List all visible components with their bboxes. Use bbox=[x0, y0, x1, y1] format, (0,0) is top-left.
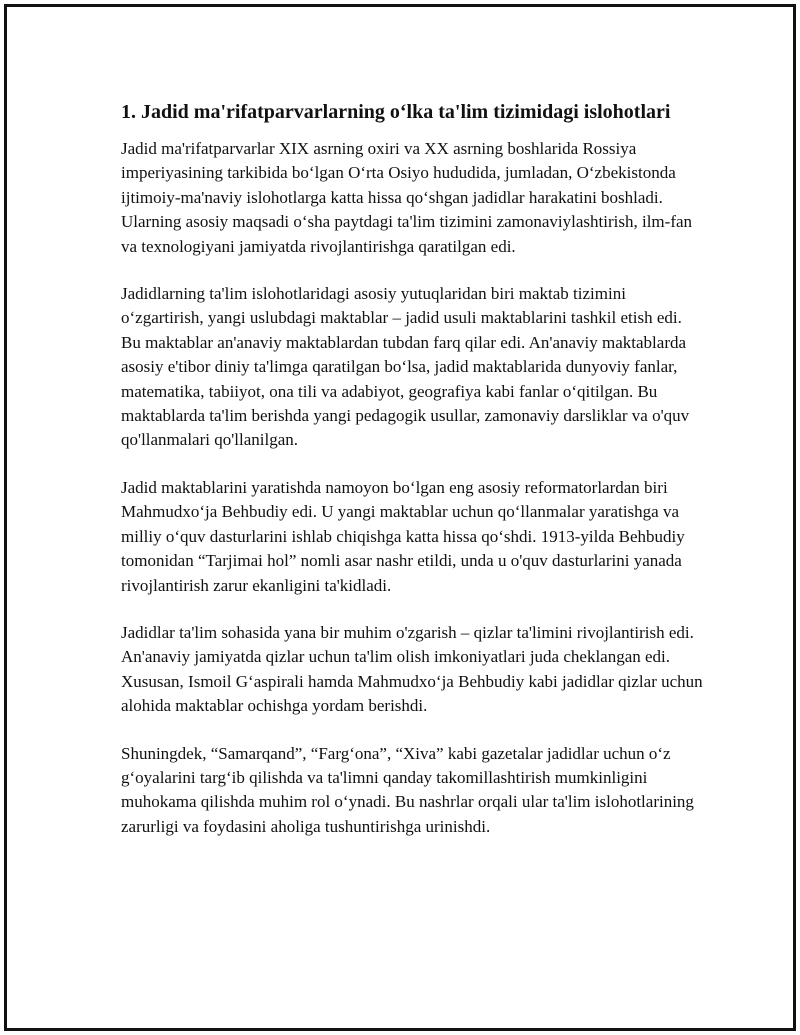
page-frame bbox=[4, 4, 796, 1031]
document-title: 1. Jadid ma'rifatparvarlarning o‘lka ta'lim tizimidagi islohotlari bbox=[121, 101, 671, 123]
paragraph-4: Jadidlar ta'lim sohasida yana bir muhim o'zgarish – qizlar ta'limini rivojlantirish edi. An'anaviy jamiyatda qizlar uchun ta'lim olish imkoniyatlari juda cheklangan edi. Xususan, Ismoil G‘aspirali hamda Mahmudxo‘ja Behbudiy kabi jadidlar qizlar uchun alohida maktablar ochishga yordam berishdi. bbox=[121, 622, 703, 716]
paragraph-2: Jadidlarning ta'lim islohotlaridagi asosiy yutuqlaridan biri maktab tizimini o‘zgartirish, yangi uslubdagi maktablar – jadid usuli maktablarini tashkil etish edi. Bu maktablar an'anaviy maktablardan tubdan farq qilar edi. An'anaviy maktablarda asosiy e'tibor diniy ta'limga qaratilgan bo‘lsa, jadid maktablarida dunyoviy fanlar, matematika, tabiiyot, ona tili va adabiyot, geografiya kabi fanlar o‘qitilgan. Bu maktablarda ta'lim berishda yangi pedagogik usullar, zamonaviy darsliklar va o'quv qo'llanmalari qo'llanilgan. bbox=[121, 284, 690, 450]
document-body bbox=[121, 99, 703, 862]
paragraph-1: Jadid ma'rifatparvarlar XIX asrning oxiri va XX asrning boshlarida Rossiya imperiyasining tarkibida bo‘lgan O‘rta Osiyo hududida, jumladan, O‘zbekistonda ijtimoiy-ma'naviy islohotlarga katta hissa qo‘shgan jadidlar harakatini boshladi. Ularning asosiy maqsadi o‘sha paytdagi ta'lim tizimini zamonaviylashtirish, ilm-fan va texnologiyani jamiyatda rivojlantirishga qaratilgan edi. bbox=[121, 139, 693, 256]
paragraph-3: Jadid maktablarini yaratishda namoyon bo‘lgan eng asosiy reformatorlardan biri Mahmudxo‘ja Behbudiy edi. U yangi maktablar uchun qo‘llanmalar yaratishga va milliy o‘quv dasturlarini ishlab chiqishga katta hissa qo‘shdi. 1913-yilda Behbudiy tomonidan “Tarjimai hol” nomli asar nashr etildi, unda u o'quv dasturlarini yanada rivojlantirish zarur ekanligini ta'kidladi. bbox=[121, 477, 685, 595]
paragraph-5: Shuningdek, “Samarqand”, “Farg‘ona”, “Xiva” kabi gazetalar jadidlar uchun o‘z g‘oyalarini targ‘ib qilishda va ta'limni qanday takomillashtirish mumkinligini muhokama qilishda muhim rol o‘ynadi. Bu nashrlar orqali ular ta'lim islohotlarining zarurligi va foydasini aholiga tushuntirishga urinishdi. bbox=[121, 743, 694, 836]
